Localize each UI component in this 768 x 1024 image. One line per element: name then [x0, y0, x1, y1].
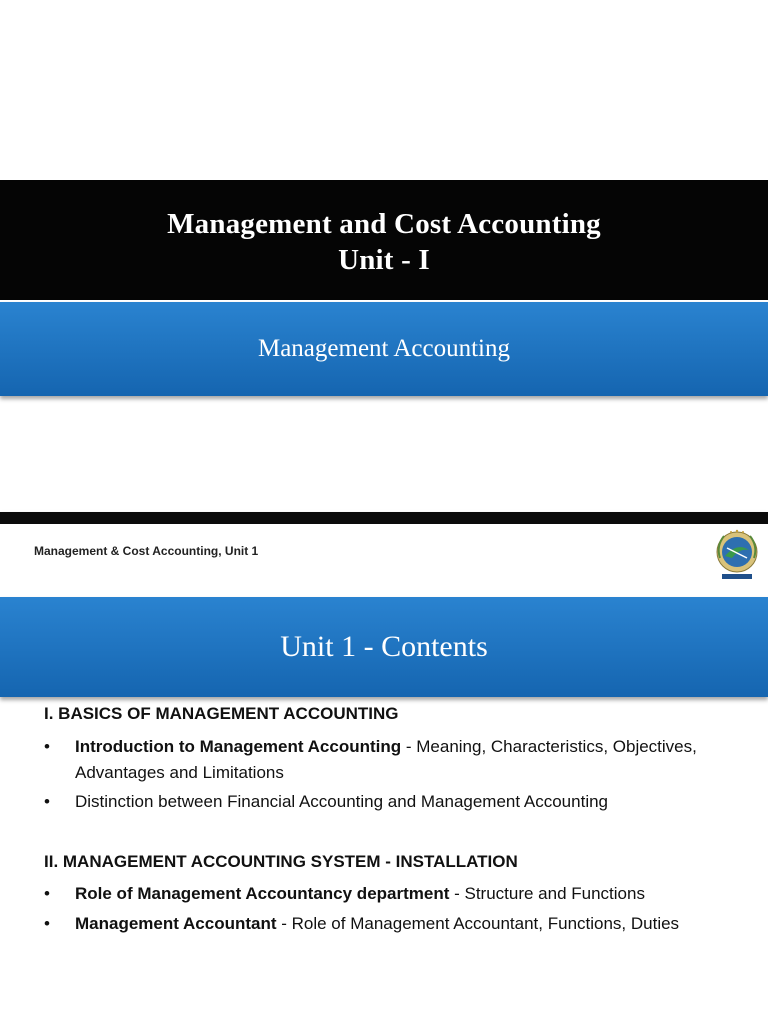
title-band	[0, 180, 768, 300]
bullet-bold-text: Role of Management Accountancy department	[75, 884, 450, 903]
subtitle-band	[0, 302, 768, 396]
list-item	[44, 911, 734, 937]
bullet-text: Distinction between Financial Accounting and Management Accounting	[75, 792, 609, 811]
list-item	[44, 734, 734, 786]
contents-title-band	[0, 597, 768, 697]
bullet-bold-text: Management Accountant	[75, 914, 277, 933]
bullet-icon: •	[44, 914, 50, 933]
bullet-icon: •	[44, 884, 50, 903]
contents-slide	[0, 524, 768, 1024]
section-heading-basics: I. BASICS OF MANAGEMENT ACCOUNTING	[44, 704, 399, 723]
slide-subtitle: Management Accounting	[257, 335, 510, 362]
list-item	[44, 789, 734, 815]
bullet-text: - Structure and Functions	[449, 884, 645, 903]
bullet-text: - Meaning, Characteristics, Objectives, Advantages and Limitations	[75, 737, 697, 782]
bullet-text: - Role of Management Accountant, Functions, Duties	[276, 914, 680, 933]
contents-title: Unit 1 - Contents	[280, 630, 488, 663]
section-heading-installation: II. MANAGEMENT ACCOUNTING SYSTEM - INSTALLATION	[44, 852, 518, 871]
bullet-icon: •	[44, 737, 50, 756]
slide-header: Management & Cost Accounting, Unit 1	[34, 544, 259, 558]
course-title: Management and Cost Accounting	[167, 208, 601, 240]
list-item	[44, 881, 734, 907]
slide-divider	[0, 512, 768, 524]
institution-emblem-icon	[712, 528, 762, 580]
bullet-bold-text: Introduction to Management Accounting	[75, 737, 402, 756]
unit-title: Unit - I	[338, 244, 430, 276]
bullet-icon: •	[44, 792, 50, 811]
